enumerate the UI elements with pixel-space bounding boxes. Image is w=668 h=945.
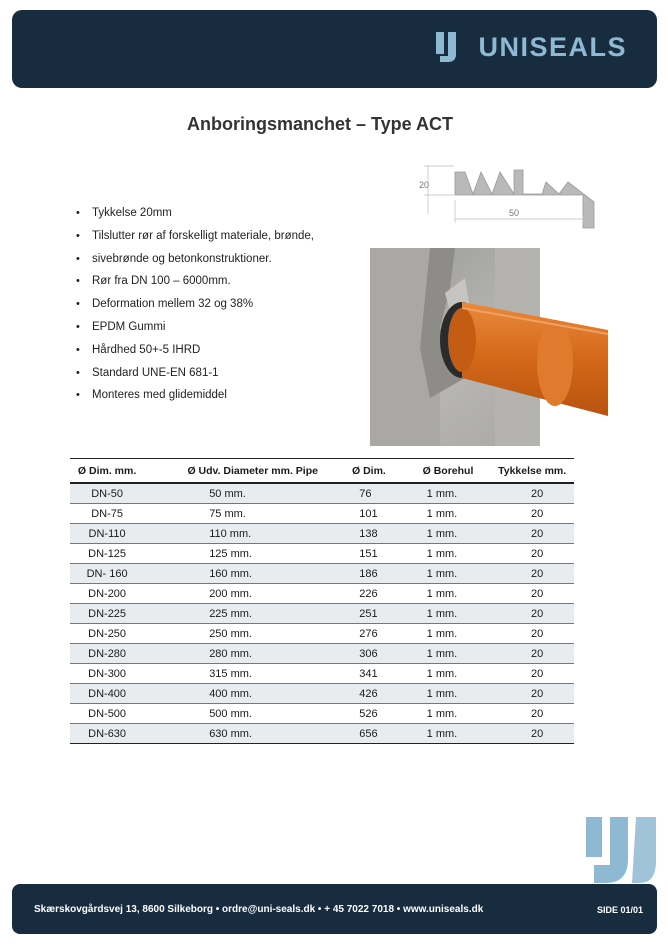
- table-cell: 110 mm.: [144, 524, 332, 544]
- table-cell: 225 mm.: [144, 604, 332, 624]
- page-title: Anboringsmanchet – Type ACT: [186, 114, 454, 134]
- feature-item: • Deformation mellem 32 og 38%: [76, 293, 314, 316]
- table-cell: 75 mm.: [144, 504, 332, 524]
- table-cell: 226: [332, 584, 405, 604]
- feature-item: • sivebrønde og betonkonstruktioner.: [76, 248, 314, 271]
- table-cell: DN-300: [70, 664, 144, 684]
- table-cell: 526: [332, 704, 405, 724]
- table-cell: 200 mm.: [144, 584, 332, 604]
- table-cell: 20: [490, 584, 574, 604]
- table-row: [70, 483, 574, 504]
- table-cell: 20: [490, 564, 574, 584]
- table-cell: 20: [490, 524, 574, 544]
- table-row: [70, 544, 574, 564]
- table-cell: 76: [332, 483, 405, 504]
- table-cell: 656: [332, 724, 405, 744]
- table-cell: 1 mm.: [406, 704, 491, 724]
- table-row: [70, 604, 574, 624]
- feature-item: • Tilslutter rør af forskelligt materiale, brønde,: [76, 225, 314, 248]
- table-cell: 1 mm.: [406, 504, 491, 524]
- table-row: [70, 704, 574, 724]
- table-header-row: [70, 459, 574, 484]
- column-header: Tykkelse mm.: [490, 459, 574, 484]
- feature-item: • Standard UNE-EN 681-1: [76, 362, 314, 385]
- table-cell: DN-630: [70, 724, 144, 744]
- table-cell: 1 mm.: [406, 483, 491, 504]
- table-row: [70, 664, 574, 684]
- dimension-table: [70, 458, 574, 744]
- table-cell: 160 mm.: [144, 564, 332, 584]
- profile-width-label: 50: [508, 208, 520, 218]
- feature-item: • Rør fra DN 100 – 6000mm.: [76, 270, 314, 293]
- table-cell: DN-500: [70, 704, 144, 724]
- table-cell: DN-75: [70, 504, 144, 524]
- feature-item: • Monteres med glidemiddel: [76, 384, 314, 407]
- uniseals-mark-large-icon: [584, 817, 658, 887]
- table-cell: 251: [332, 604, 405, 624]
- table-cell: 1 mm.: [406, 644, 491, 664]
- table-cell: 630 mm.: [144, 724, 332, 744]
- feature-item: • Hårdhed 50+-5 IHRD: [76, 339, 314, 362]
- table-cell: 400 mm.: [144, 684, 332, 704]
- table-row: [70, 564, 574, 584]
- table-cell: 1 mm.: [406, 624, 491, 644]
- feature-item: • Tykkelse 20mm: [76, 202, 314, 225]
- table-cell: 1 mm.: [406, 584, 491, 604]
- table-row: [70, 504, 574, 524]
- table-cell: 20: [490, 664, 574, 684]
- column-header: Ø Udv. Diameter mm. Pipe: [144, 459, 332, 484]
- column-header: Ø Dim.: [332, 459, 405, 484]
- feature-list: [76, 202, 314, 407]
- table-cell: DN-50: [70, 483, 144, 504]
- table-row: [70, 724, 574, 744]
- table-row: [70, 684, 574, 704]
- table-cell: 20: [490, 544, 574, 564]
- footer-contact: Skærskovgårdsvej 13, 8600 Silkeborg • ordre@uni-seals.dk • + 45 7022 7018 • www.uniseals.dk: [34, 904, 484, 915]
- table-cell: 101: [332, 504, 405, 524]
- table-cell: 125 mm.: [144, 544, 332, 564]
- column-header: Ø Dim. mm.: [70, 459, 144, 484]
- table-cell: DN-200: [70, 584, 144, 604]
- table-cell: DN-225: [70, 604, 144, 624]
- table-row: [70, 644, 574, 664]
- table-cell: 1 mm.: [406, 724, 491, 744]
- footer-bar: [12, 884, 657, 934]
- column-header: Ø Borehul: [406, 459, 491, 484]
- table-cell: DN-250: [70, 624, 144, 644]
- table-cell: 1 mm.: [406, 524, 491, 544]
- table-cell: 186: [332, 564, 405, 584]
- table-cell: 1 mm.: [406, 564, 491, 584]
- seal-profile-drawing: [418, 158, 598, 243]
- table-cell: 20: [490, 604, 574, 624]
- table-row: [70, 524, 574, 544]
- table-cell: DN- 160: [70, 564, 144, 584]
- table-cell: 20: [490, 483, 574, 504]
- decorative-logo-mark: [584, 817, 658, 892]
- table-cell: 20: [490, 624, 574, 644]
- table-cell: 315 mm.: [144, 664, 332, 684]
- table-cell: 138: [332, 524, 405, 544]
- feature-item: • EPDM Gummi: [76, 316, 314, 339]
- brand-name: UNISEALS: [478, 31, 627, 62]
- table-cell: 1 mm.: [406, 544, 491, 564]
- table-cell: 500 mm.: [144, 704, 332, 724]
- table-cell: DN-400: [70, 684, 144, 704]
- table-cell: DN-110: [70, 524, 144, 544]
- table-cell: 20: [490, 644, 574, 664]
- table-row: [70, 624, 574, 644]
- table-cell: 341: [332, 664, 405, 684]
- profile-height-label: 20: [419, 180, 430, 190]
- uniseals-logo[interactable]: [434, 30, 627, 64]
- table-cell: DN-125: [70, 544, 144, 564]
- header-bar: [12, 10, 657, 88]
- installation-photo: [370, 248, 608, 446]
- table-cell: 1 mm.: [406, 664, 491, 684]
- table-cell: 1 mm.: [406, 604, 491, 624]
- table-cell: 20: [490, 704, 574, 724]
- table-cell: 1 mm.: [406, 684, 491, 704]
- table-cell: 306: [332, 644, 405, 664]
- table-cell: 20: [490, 504, 574, 524]
- table-cell: 151: [332, 544, 405, 564]
- table-cell: 276: [332, 624, 405, 644]
- table-cell: DN-280: [70, 644, 144, 664]
- table-cell: 426: [332, 684, 405, 704]
- table-cell: 20: [490, 724, 574, 744]
- table-row: [70, 584, 574, 604]
- table-cell: 250 mm.: [144, 624, 332, 644]
- uniseals-mark-icon: [434, 30, 468, 64]
- table-cell: 20: [490, 684, 574, 704]
- table-cell: 50 mm.: [144, 483, 332, 504]
- table-cell: 280 mm.: [144, 644, 332, 664]
- page-number: SIDE 01/01: [596, 905, 643, 915]
